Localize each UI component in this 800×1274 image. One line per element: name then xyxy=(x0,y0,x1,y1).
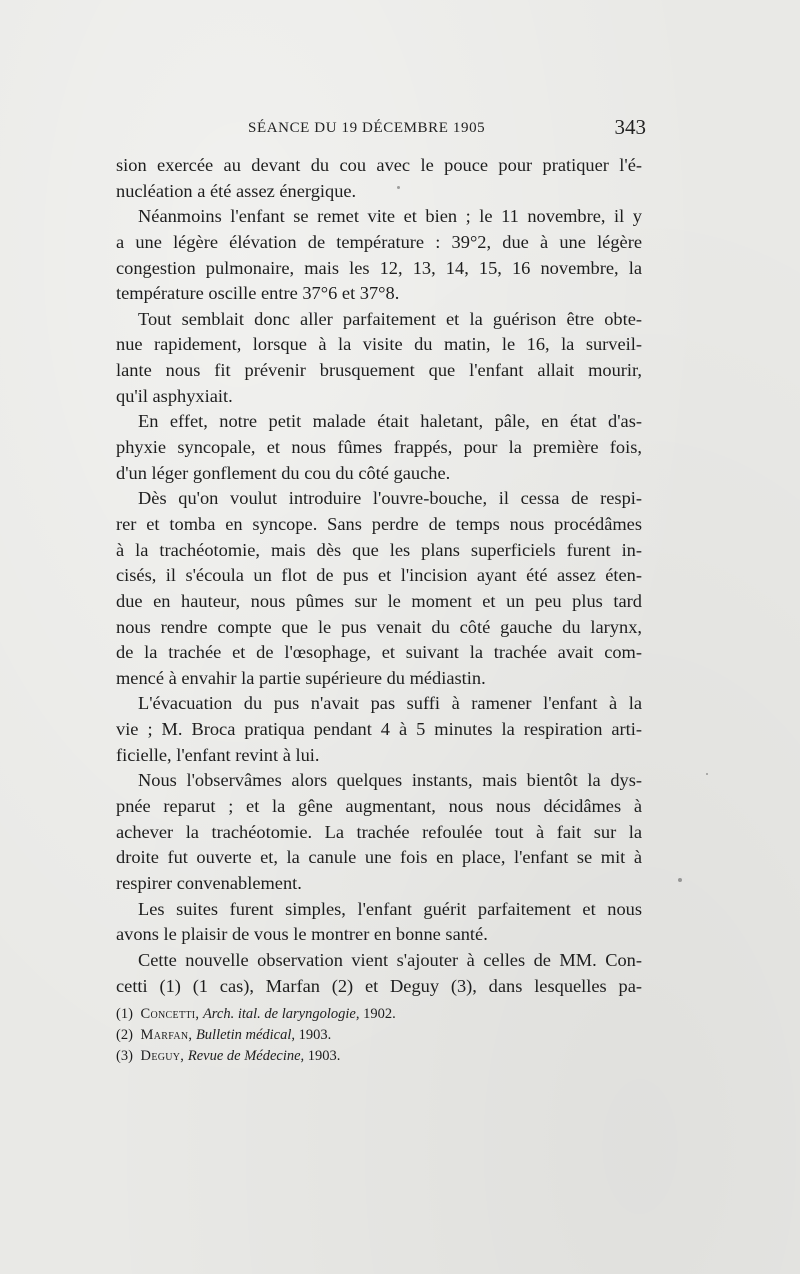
footnote-title: Arch. ital. de laryngologie, xyxy=(202,1006,360,1022)
running-head: SÉANCE DU 19 DÉCEMBRE 1905 xyxy=(248,120,486,136)
paragraph-start-line: Tout semblait donc aller parfaitement et la guérison être obte- xyxy=(138,308,642,329)
paper-speck xyxy=(397,186,400,189)
paragraph-start-line: L'évacuation du pus n'avait pas suffi à ramener l'enfant à la xyxy=(138,693,642,714)
text-line: température oscille entre 37°6 et 37°8. xyxy=(116,283,400,304)
text-line: congestion pulmonaire, mais les 12, 13, 14, 15, 16 novembre, la xyxy=(116,257,642,278)
paragraph-start-line: Nous l'observâmes alors quelques instants, mais bientôt la dys- xyxy=(138,770,642,791)
text-line: nous rendre compte que le pus venait du côté gauche du larynx, xyxy=(116,616,642,637)
text-line: respirer convenablement. xyxy=(116,872,302,893)
text-line: phyxie syncopale, et nous fûmes frappés, pour la première fois, xyxy=(116,437,642,458)
text-line: ficielle, l'enfant revint à lui. xyxy=(116,744,320,765)
footnote-year: 1902. xyxy=(363,1006,396,1022)
footnotes xyxy=(116,1004,636,1067)
footnote-author: Deguy, xyxy=(140,1048,185,1064)
text-line: nue rapidement, lorsque à la visite du matin, le 16, la surveil- xyxy=(116,334,642,355)
footnote-number: (2) xyxy=(116,1027,133,1043)
paragraph-start-line: Néanmoins l'enfant se remet vite et bien ; le 11 novembre, il y xyxy=(138,206,642,227)
text-line: lante nous fit prévenir brusquement que l'enfant allait mourir, xyxy=(116,360,642,381)
footnote-title: Bulletin médical, xyxy=(195,1027,296,1043)
text-line: pnée reparut ; et la gêne augmentant, nous nous décidâmes à xyxy=(116,796,642,817)
footnote-author: Concetti, xyxy=(140,1006,200,1022)
text-line: à la trachéotomie, mais dès que les plans superficiels furent in- xyxy=(116,539,642,560)
footnote-year: 1903. xyxy=(307,1048,341,1064)
paragraph-start-line: Dès qu'on voulut introduire l'ouvre-bouche, il cessa de respi- xyxy=(138,488,642,509)
text-line: mencé à envahir la partie supérieure du médiastin. xyxy=(116,667,486,688)
text-line: achever la trachéotomie. La trachée refoulée tout à fait sur la xyxy=(116,821,642,842)
text-line: sion exercée au devant du cou avec le pouce pour pratiquer l'é- xyxy=(116,155,642,175)
page-header xyxy=(116,114,646,144)
footnote xyxy=(116,1004,636,1025)
paper-speck xyxy=(706,773,708,775)
footnote-number: (1) xyxy=(116,1006,133,1022)
text-line: droite fut ouverte et, la canule une fois en place, l'enfant se mit à xyxy=(116,847,642,868)
paper-speck xyxy=(678,878,682,882)
footnote xyxy=(116,1025,636,1046)
paragraph-start-line: Cette nouvelle observation vient s'ajouter à celles de MM. Con- xyxy=(138,949,642,970)
footnote-number: (3) xyxy=(116,1048,133,1064)
footnote-title: Revue de Médecine, xyxy=(187,1048,305,1064)
paragraph-start-line: En effet, notre petit malade était haletant, pâle, en état d'as- xyxy=(138,411,642,432)
text-line: avons le plaisir de vous le montrer en bonne santé. xyxy=(116,924,488,945)
page-number: 343 xyxy=(614,115,646,139)
footnote-year: 1903. xyxy=(298,1027,332,1043)
text-line: d'un léger gonflement du cou du côté gauche. xyxy=(116,462,451,483)
text-line: due en hauteur, nous pûmes sur le moment et un peu plus tard xyxy=(116,590,642,611)
text-line: vie ; M. Broca pratiqua pendant 4 à 5 minutes la respiration arti- xyxy=(116,719,642,740)
text-line: de la trachée et de l'œsophage, et suivant la trachée avait com- xyxy=(116,642,642,663)
text-line: a une légère élévation de température : 39°2, due à une légère xyxy=(116,231,642,252)
footnote-author: Marfan, xyxy=(140,1027,193,1043)
body-text xyxy=(116,153,642,999)
text-line: qu'il asphyxiait. xyxy=(116,385,233,406)
paragraph-start-line: Les suites furent simples, l'enfant guérit parfaitement et nous xyxy=(138,898,642,919)
footnote xyxy=(116,1046,636,1067)
text-line: nucléation a été assez énergique. xyxy=(116,180,357,201)
text-line: cisés, il s'écoula un flot de pus et l'incision ayant été assez éten- xyxy=(116,565,642,586)
text-line: rer et tomba en syncope. Sans perdre de temps nous procédâmes xyxy=(116,513,642,534)
text-line: cetti (1) (1 cas), Marfan (2) et Deguy (3), dans lesquelles pa- xyxy=(116,975,642,996)
